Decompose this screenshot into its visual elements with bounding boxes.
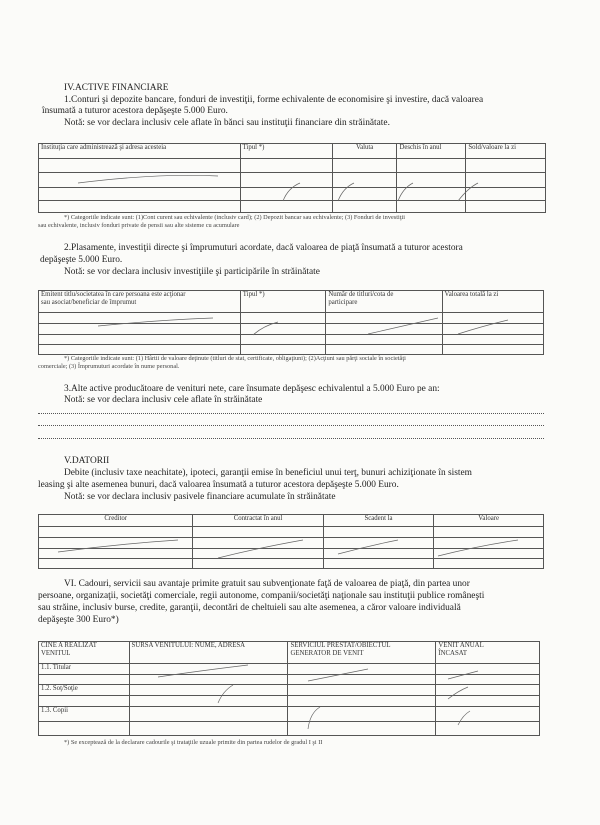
table-row — [39, 559, 544, 569]
col-header-shares-line1: Număr de titluri/cota de — [328, 291, 394, 298]
dotted-line — [38, 438, 544, 439]
col-header-service — [288, 642, 436, 664]
row-label-spouse: 1.2. Soţ/Soţie — [39, 685, 130, 696]
col-header-due-date: Scadent la — [323, 515, 434, 527]
col-header-annual-income — [436, 642, 540, 664]
table-row — [39, 173, 546, 187]
paragraph-other-assets: 3.Alte active producătoare de venituri nete, care însumate depăşesc echivalentul a 5.000 Euro pe an: — [64, 384, 440, 394]
note-investments: Notă: se vor declara inclusiv investiţiile şi participările în străinătate — [64, 267, 320, 277]
row-label-holder: 1.1. Titular — [39, 663, 130, 674]
note-other-assets: Notă: se vor declara inclusiv cele aflate în străinătate — [64, 395, 263, 405]
table-row — [39, 159, 546, 173]
col-header-service-line1: SERVICIUL PRESTAT/OBIECTUL — [290, 642, 391, 649]
dotted-line — [38, 413, 544, 414]
table-row — [39, 707, 540, 721]
paragraph-gifts-line4: depăşeşte 300 Euro*) — [38, 615, 119, 625]
section-iv-title: IV.ACTIVE FINANCIARE — [64, 83, 169, 93]
col-header-institution: Instituţia care administrează şi adresa acesteia — [39, 144, 241, 159]
paragraph-debts-line1: Debite (inclusiv taxe neachitate), ipoteci, garanţii emise în beneficiul unui terţ, bunuri achiziţionate în sistem — [64, 468, 472, 478]
col-header-balance: Sold/valoare la zi — [466, 144, 546, 159]
col-header-creditor: Creditor — [39, 515, 193, 527]
col-header-issuer — [39, 291, 241, 313]
paragraph-gifts-line1: VI. Cadouri, servicii sau avantaje primite gratuit sau subvenţionate faţă de valoarea de piaţă, din partea unor — [64, 579, 470, 589]
footnote-account-categories-line2: sau echivalente, inclusiv fonduri private de pensii sau alte sisteme cu acumulare — [38, 222, 240, 229]
paragraph-investments-line1: 2.Plasamente, investiţii directe şi împrumuturi acordate, dacă valoarea de piaţă însumată a tuturor acestora — [64, 243, 463, 253]
col-header-issuer-line2: sau asociat/beneficiar de împrumut — [41, 299, 137, 306]
table-row — [39, 696, 540, 707]
paragraph-accounts-line2: însumată a tuturor acestora depăşeşte 5.000 Euro. — [42, 106, 228, 116]
col-header-annual-income-line2: ÎNCASAT — [438, 650, 468, 657]
col-header-shares — [326, 291, 442, 313]
footnote-investment-categories-line1: *) Categoriile indicate sunt: (1) Hârtii de valoare deţinute (titluri de stat, certificate, obligaţiuni); (2)Acţiuni sau părţi sociale în societăţi — [64, 355, 406, 362]
footnote-account-categories-line1: *) Categoriile indicate sunt: (1)Cont curent sau echivalente (inclusiv card); (2) Depozit bancar sau echivalente; (3) Fonduri de investiţii — [64, 214, 405, 221]
paragraph-accounts-line1: 1.Conturi şi depozite bancare, fonduri de investiţii, forme echivalente de economisire şi investire, dacă valoarea — [64, 95, 484, 105]
col-header-shares-line2: participare — [328, 299, 358, 306]
paragraph-investments-line2: depăşeşte 5.000 Euro. — [40, 255, 123, 265]
footnote-gifts-exception: *) Se exceptează de la declarare cadourile şi trataţiile uzuale primite din partea rudelor de gradul I şi II — [64, 739, 323, 746]
col-header-opened-year: Deschis în anul — [397, 144, 466, 159]
table-row — [39, 549, 544, 559]
table-row — [39, 335, 544, 345]
section-v-title: V.DATORII — [64, 456, 110, 466]
table-row — [39, 721, 540, 735]
table-row — [39, 663, 540, 674]
col-header-who-received-line2: VENITUL — [41, 650, 71, 657]
table-row — [39, 200, 546, 212]
col-header-contracted-year: Contractat în anul — [193, 515, 323, 527]
note-debts: Notă: se vor declara inclusiv pasivele financiare acumulate în străinătate — [64, 492, 336, 502]
table-row — [39, 313, 544, 324]
col-header-who-received — [39, 642, 130, 664]
col-header-issuer-line1: Emitent titlu/societatea în care persoana este acţionar — [41, 291, 186, 298]
table-debts — [38, 514, 544, 569]
table-row — [39, 324, 544, 335]
col-header-who-received-line1: CINE A REALIZAT — [41, 642, 97, 649]
row-label-children: 1.3. Copii — [39, 707, 130, 721]
col-header-service-line2: GENERATOR DE VENIT — [290, 650, 364, 657]
col-header-total-value: Valoarea totală la zi — [442, 291, 543, 313]
col-header-currency: Valuta — [332, 144, 397, 159]
table-row — [39, 187, 546, 200]
col-header-income-source: SURSA VENITULUI: NUME, ADRESA — [129, 642, 288, 664]
note-accounts: Notă: se vor declara inclusiv cele aflate în bănci sau instituţii financiare din străinătate. — [64, 118, 390, 128]
col-header-value: Valoare — [434, 515, 544, 527]
paragraph-debts-line2: leasing şi alte asemenea bunuri, dacă valoarea însumată a tuturor acestora depăşeşte 5.000 Euro. — [38, 480, 399, 490]
table-row — [39, 527, 544, 538]
paragraph-gifts-line2: persoane, organizaţii, societăţi comerciale, regii autonome, companii/societăţi naţionale sau instituţii publice româneşti — [38, 591, 485, 601]
table-row — [39, 685, 540, 696]
paragraph-gifts-line3: sau străine, inclusiv burse, credite, garanţii, decontări de cheltuieli sau alte asemenea, a căror valoare individuală — [38, 603, 461, 613]
table-row — [39, 538, 544, 549]
footnote-investment-categories-line2: comerciale; (3) Împrumuturi acordate în nume personal. — [38, 363, 180, 370]
table-investments — [38, 290, 544, 355]
table-row — [39, 674, 540, 685]
col-header-type: Tipul *) — [240, 291, 326, 313]
col-header-type: Tipul *) — [240, 144, 332, 159]
col-header-annual-income-line1: VENIT ANUAL — [438, 642, 484, 649]
table-bank-accounts — [38, 143, 546, 213]
table-gifts — [38, 641, 540, 736]
table-row — [39, 345, 544, 355]
dotted-line — [38, 425, 544, 426]
